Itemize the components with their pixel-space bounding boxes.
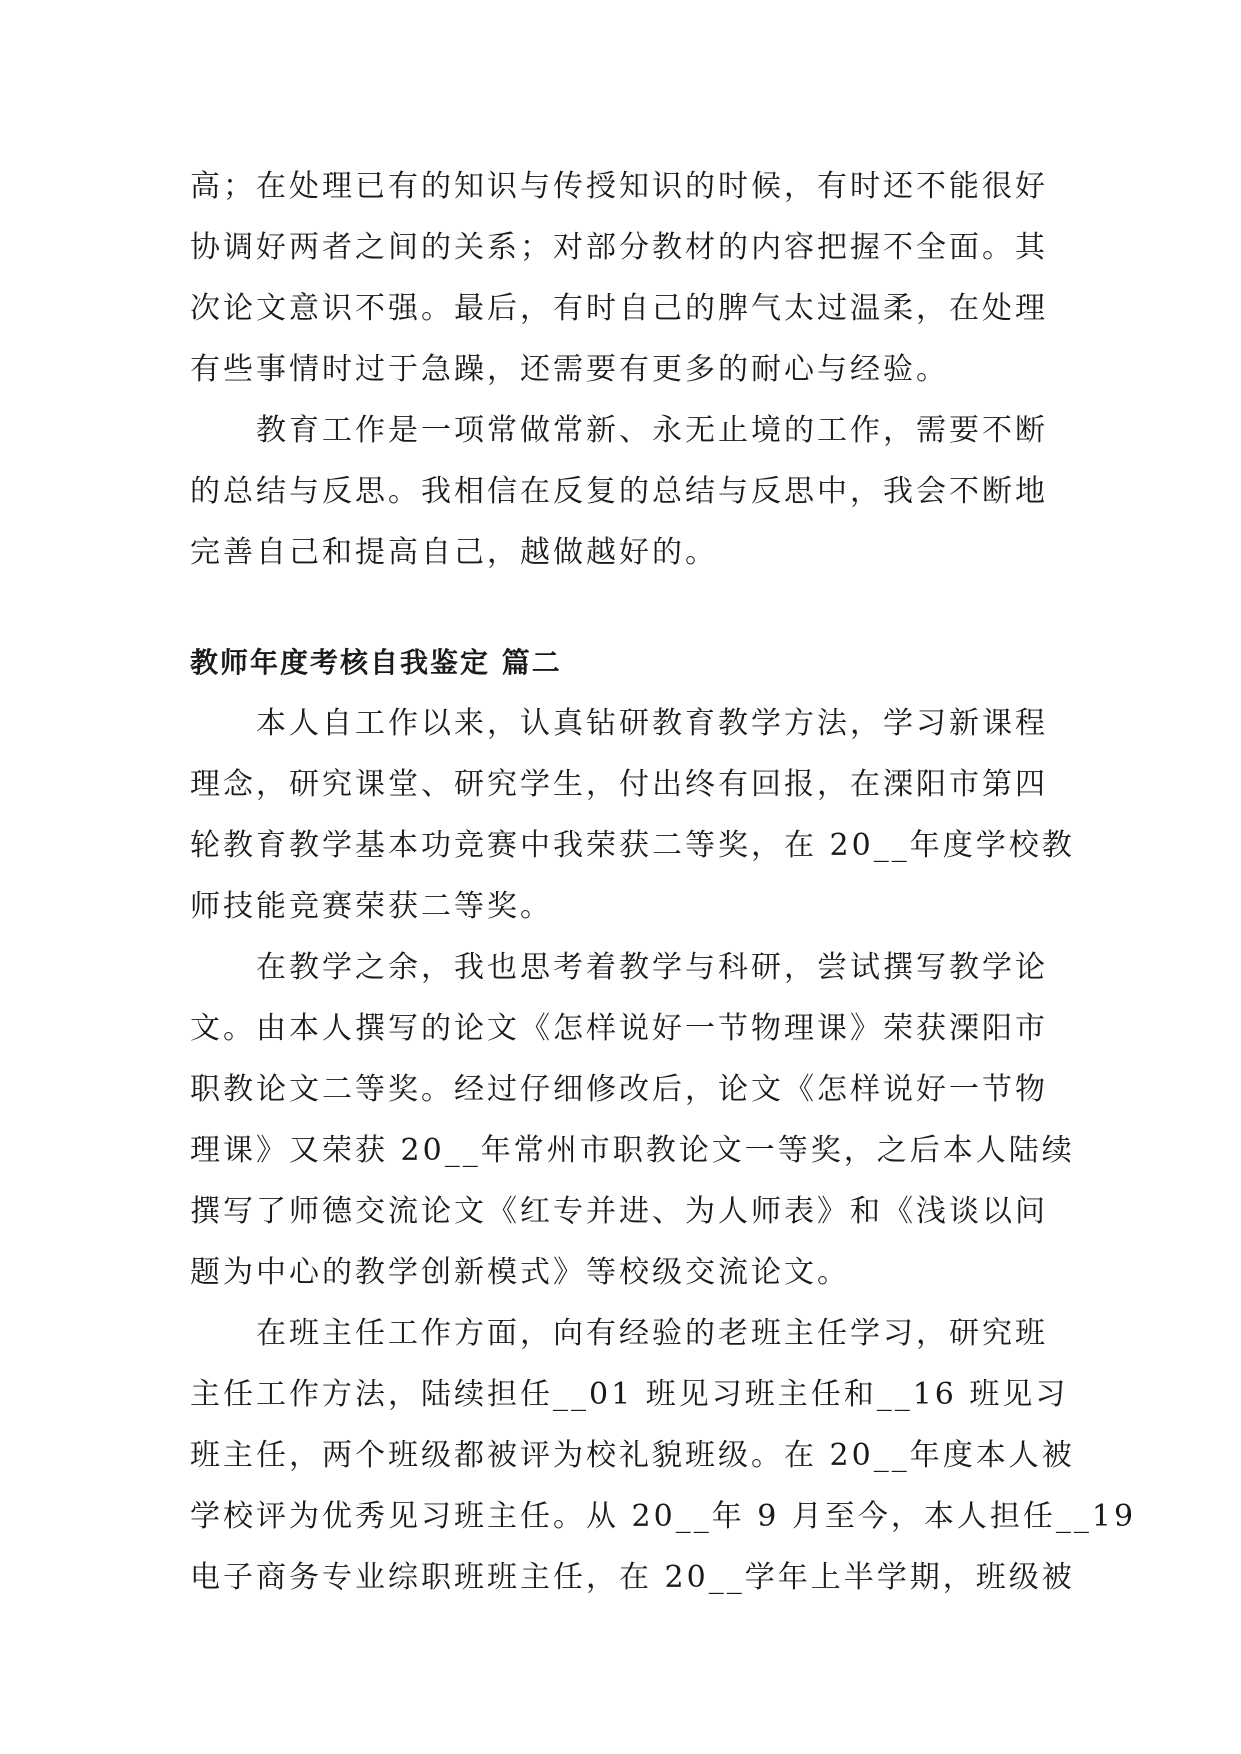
- document-content: [190, 156, 1137, 1608]
- text-line: 有些事情时过于急躁，还需要有更多的耐心与经验。: [190, 352, 949, 387]
- paragraph-3: [190, 693, 1075, 937]
- text-line: 完善自己和提高自己，越做越好的。: [190, 535, 718, 570]
- text-line: 电子商务专业综职班班主任，在 20__学年上半学期，班级被: [190, 1560, 1075, 1595]
- paragraph-5: [190, 1303, 1137, 1608]
- text-line: 理念，研究课堂、研究学生，付出终有回报，在溧阳市第四: [190, 767, 1048, 802]
- text-line: 轮教育教学基本功竞赛中我荣获二等奖，在 20__年度学校教: [190, 828, 1075, 863]
- paragraph-1: [190, 156, 1050, 400]
- paragraph-2: [190, 400, 1050, 583]
- text-line: 理课》又荣获 20__年常州市职教论文一等奖，之后本人陆续: [190, 1133, 1075, 1168]
- text-line: 学校评为优秀见习班主任。从 20__年 9 月至今，本人担任__19: [190, 1499, 1137, 1534]
- section-spacer: [190, 583, 1050, 632]
- text-line: 撰写了师德交流论文《红专并进、为人师表》和《浅谈以问: [190, 1194, 1048, 1229]
- text-line: 教育工作是一项常做常新、永无止境的工作，需要不断: [256, 413, 1048, 448]
- text-line: 文。由本人撰写的论文《怎样说好一节物理课》荣获溧阳市: [190, 1011, 1048, 1046]
- text-line: 班主任，两个班级都被评为校礼貌班级。在 20__年度本人被: [190, 1438, 1075, 1473]
- text-line: 次论文意识不强。最后，有时自己的脾气太过温柔，在处理: [190, 291, 1048, 326]
- text-line: 师技能竞赛荣获二等奖。: [190, 889, 553, 924]
- text-line: 在教学之余，我也思考着教学与科研，尝试撰写教学论: [256, 950, 1048, 985]
- paragraph-4: [190, 937, 1075, 1303]
- text-line: 主任工作方法，陆续担任__01 班见习班主任和__16 班见习: [190, 1377, 1069, 1412]
- text-line: 协调好两者之间的关系；对部分教材的内容把握不全面。其: [190, 230, 1048, 265]
- text-line: 题为中心的教学创新模式》等校级交流论文。: [190, 1255, 850, 1290]
- text-line: 本人自工作以来，认真钻研教育教学方法，学习新课程: [256, 706, 1048, 741]
- text-line: 职教论文二等奖。经过仔细修改后，论文《怎样说好一节物: [190, 1072, 1048, 1107]
- text-line: 在班主任工作方面，向有经验的老班主任学习，研究班: [256, 1316, 1048, 1351]
- text-line: 的总结与反思。我相信在反复的总结与反思中，我会不断地: [190, 474, 1048, 509]
- text-line: 高；在处理已有的知识与传授知识的时候，有时还不能很好: [190, 169, 1048, 204]
- section-title: 教师年度考核自我鉴定 篇二: [190, 646, 562, 679]
